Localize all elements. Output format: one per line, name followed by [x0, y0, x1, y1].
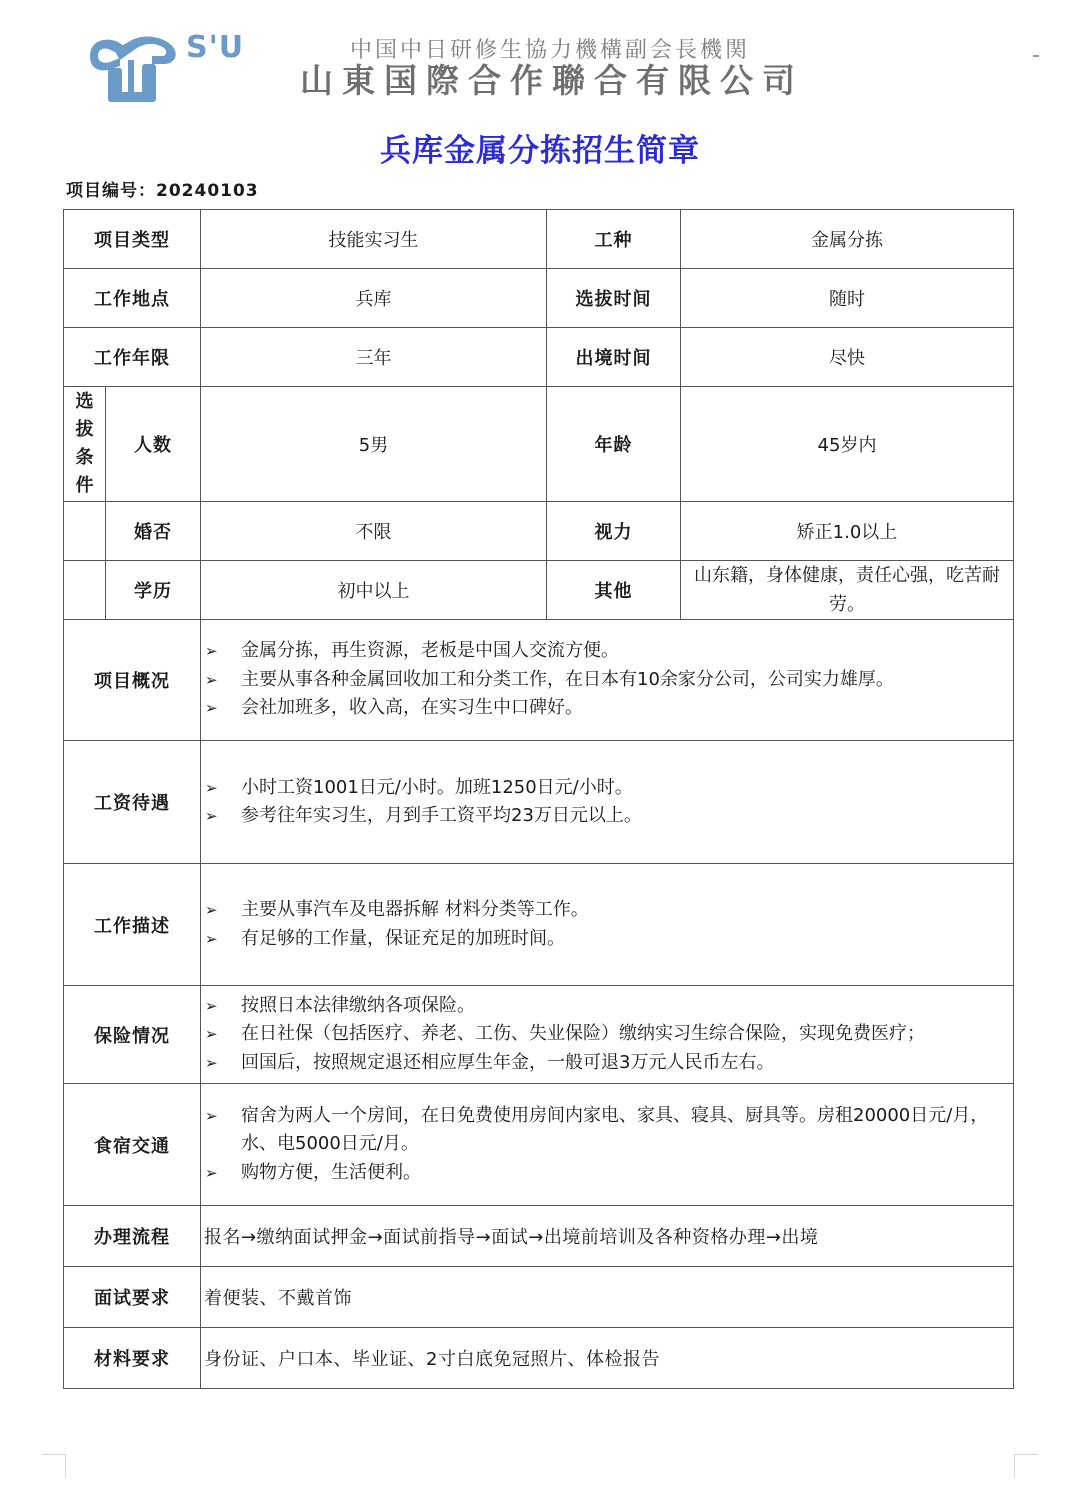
label-materials: 材料要求	[64, 1328, 201, 1389]
arrow-bullet-icon: ➢	[205, 642, 218, 661]
group-char: 选	[75, 391, 94, 412]
table-row	[64, 502, 1014, 561]
org-subtitle: 中国中日研修生協力機構副会長機関	[350, 38, 751, 63]
label-other: 其他	[547, 561, 681, 620]
list-item: ➢ 主要从事各种金属回收加工和分类工作，在日本有10余家分公司，公司实力雄厚。	[205, 666, 1013, 695]
table-row	[64, 986, 1014, 1084]
project-number: 项目编号：20240103	[66, 181, 259, 201]
salary-list	[201, 741, 1014, 864]
table-row	[64, 210, 1014, 269]
value-vision: 矫正1.0以上	[681, 502, 1014, 561]
label-head-count: 人数	[106, 387, 201, 502]
arrow-bullet-icon: ➢	[205, 778, 218, 797]
list-item: ➢ 参考往年实习生，月到手工资平均23万日元以上。	[205, 802, 1013, 831]
group-char: 拔	[75, 419, 94, 440]
table-row	[64, 561, 1014, 620]
label-marital-status: 婚否	[106, 502, 201, 561]
value-education: 初中以上	[201, 561, 547, 620]
list-item: ➢ 购物方便，生活便利。	[205, 1159, 1013, 1188]
label-accommodation: 食宿交通	[64, 1084, 201, 1206]
value-departure-time: 尽快	[681, 328, 1014, 387]
arrow-bullet-icon: ➢	[205, 1106, 218, 1125]
value-interview: 着便装、不戴首饰	[201, 1267, 1014, 1328]
table-row	[64, 1206, 1014, 1267]
value-materials: 身份证、户口本、毕业证、2寸白底免冠照片、体检报告	[201, 1328, 1014, 1389]
value-job-type: 金属分拣	[681, 210, 1014, 269]
label-work-description: 工作描述	[64, 864, 201, 986]
table-row	[64, 328, 1014, 387]
corner-mark-icon	[1014, 1454, 1038, 1478]
label-overview: 项目概况	[64, 620, 201, 741]
divider	[1033, 55, 1039, 57]
label-project-type: 项目类型	[64, 210, 201, 269]
accommodation-list	[201, 1084, 1014, 1206]
list-item: ➢ 主要从事汽车及电器拆解 材料分类等工作。	[205, 896, 1013, 925]
list-item: ➢ 在日社保（包括医疗、养老、工伤、失业保险）缴纳实习生综合保险，实现免费医疗；	[205, 1020, 1013, 1049]
label-work-place: 工作地点	[64, 269, 201, 328]
label-age: 年龄	[547, 387, 681, 502]
label-departure-time: 出境时间	[547, 328, 681, 387]
label-insurance: 保险情况	[64, 986, 201, 1084]
siu-logo-icon	[84, 34, 196, 106]
org-name: 山東国際合作聯合有限公司	[300, 61, 804, 100]
list-item: ➢ 宿舍为两人一个房间，在日免费使用房间内家电、家具、寝具、厨具等。房租20000日元/月，水、电5000日元/月。	[205, 1102, 1013, 1159]
label-selection-time: 选拔时间	[547, 269, 681, 328]
list-item: ➢ 按照日本法律缴纳各项保险。	[205, 992, 1013, 1021]
group-spacer	[64, 561, 106, 620]
value-other: 山东籍，身体健康，责任心强，吃苦耐劳。	[681, 561, 1014, 620]
page-title: 兵库金属分拣招生简章	[380, 133, 700, 169]
selection-criteria-group-label	[64, 387, 106, 502]
list-item: ➢ 回国后，按照规定退还相应厚生年金，一般可退3万元人民币左右。	[205, 1049, 1013, 1078]
arrow-bullet-icon: ➢	[205, 670, 218, 689]
arrow-bullet-icon: ➢	[205, 807, 218, 825]
value-age: 45岁内	[681, 387, 1014, 502]
value-work-place: 兵库	[201, 269, 547, 328]
logo-wordmark: S'U	[186, 30, 245, 65]
table-row	[64, 1084, 1014, 1206]
table-row	[64, 864, 1014, 986]
table-row	[64, 741, 1014, 864]
value-selection-time: 随时	[681, 269, 1014, 328]
arrow-bullet-icon: ➢	[205, 1053, 218, 1072]
table-row	[64, 1328, 1014, 1389]
list-item: ➢ 金属分拣，再生资源，老板是中国人交流方便。	[205, 637, 1013, 666]
label-education: 学历	[106, 561, 201, 620]
label-process: 办理流程	[64, 1206, 201, 1267]
group-spacer	[64, 502, 106, 561]
value-head-count: 5男	[201, 387, 547, 502]
recruitment-table	[63, 209, 1014, 1389]
value-work-years: 三年	[201, 328, 547, 387]
list-item: ➢ 会社加班多，收入高，在实习生中口碑好。	[205, 694, 1013, 723]
overview-list	[201, 620, 1014, 741]
label-interview: 面试要求	[64, 1267, 201, 1328]
work-description-list	[201, 864, 1014, 986]
insurance-list	[201, 986, 1014, 1084]
arrow-bullet-icon: ➢	[205, 929, 218, 948]
list-item: ➢ 小时工资1001日元/小时。加班1250日元/小时。	[205, 774, 1013, 803]
value-process: 报名→缴纳面试押金→面试前指导→面试→出境前培训及各种资格办理→出境	[201, 1206, 1014, 1267]
arrow-bullet-icon: ➢	[205, 1163, 218, 1182]
value-project-type: 技能实习生	[201, 210, 547, 269]
table-row	[64, 1267, 1014, 1328]
label-work-years: 工作年限	[64, 328, 201, 387]
label-salary: 工资待遇	[64, 741, 201, 864]
table-row	[64, 620, 1014, 741]
list-item: ➢ 有足够的工作量，保证充足的加班时间。	[205, 925, 1013, 954]
arrow-bullet-icon: ➢	[205, 1025, 218, 1044]
arrow-bullet-icon: ➢	[205, 901, 218, 919]
table-row	[64, 269, 1014, 328]
group-char: 件	[75, 475, 94, 496]
value-marital-status: 不限	[201, 502, 547, 561]
label-vision: 视力	[547, 502, 681, 561]
corner-mark-icon	[42, 1454, 66, 1478]
arrow-bullet-icon: ➢	[205, 699, 218, 718]
table-row	[64, 387, 1014, 502]
arrow-bullet-icon: ➢	[205, 996, 218, 1015]
group-char: 条	[75, 447, 94, 468]
label-job-type: 工种	[547, 210, 681, 269]
